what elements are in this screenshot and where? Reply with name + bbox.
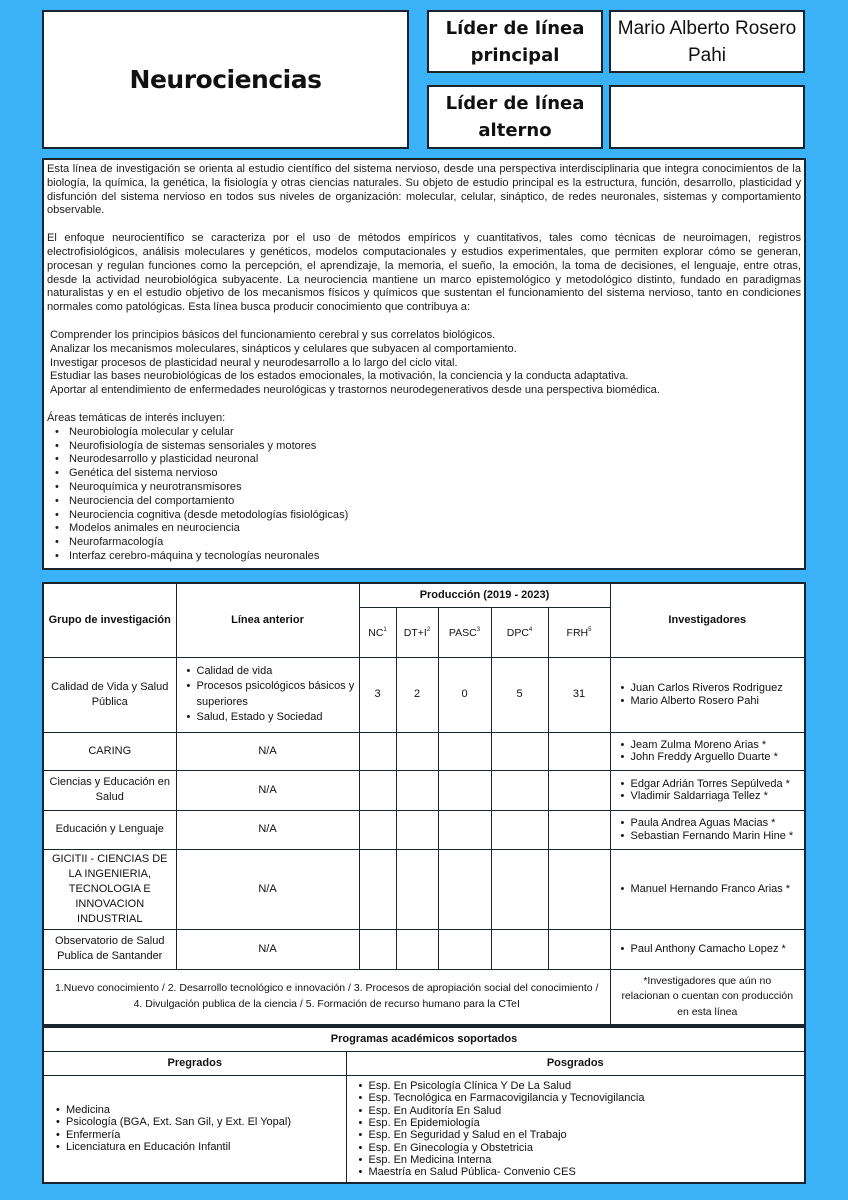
dti-value: 2 (396, 657, 438, 732)
group-name: CARING (43, 732, 176, 770)
description-paragraph-1: Esta línea de investigación se orienta al estudio científico del sistema nervioso, desde una perspectiva interdisciplinaria que integra conocimientos de la biología, la química, la genética, la fisiología y otras ciencias naturales. Su objeto de estudio principal es la estructura, función, desarrollo, plasticidad y disfunción del sistema nervioso en todos sus niveles de organización: molecular, celular, sináptico, de redes neuronales, sistemas y comportamiento observable. (47, 163, 801, 217)
header-nc (359, 607, 396, 657)
header-frh-sup: 5 (588, 627, 592, 633)
pasc-value (438, 929, 491, 969)
table-row (43, 810, 805, 849)
researchers-cell (610, 657, 805, 732)
area-item: • Neurobiología molecular y celular (55, 426, 801, 440)
dpc-value (491, 732, 548, 770)
header-nc-label: NC (368, 627, 384, 639)
dti-value (396, 770, 438, 810)
nc-value (359, 849, 396, 929)
previous-line-item: • Calidad de vida (187, 664, 356, 680)
group-name: Educación y Lenguaje (43, 810, 176, 849)
dti-value (396, 849, 438, 929)
nc-value (359, 810, 396, 849)
undergrad-item: • Enfermería (56, 1129, 346, 1141)
previous-line: N/A (176, 732, 359, 770)
lead-main-name-line-2: Pahi (687, 44, 727, 66)
postgrad-item: • Esp. En Medicina Interna (359, 1154, 805, 1166)
academic-programs-table (42, 1026, 806, 1184)
researchers-cell (610, 929, 805, 969)
lead-main-name-box (609, 10, 805, 73)
area-item: • Neurofisiología de sistemas sensoriales y motores (55, 440, 801, 454)
dti-value (396, 732, 438, 770)
nc-value: 3 (359, 657, 396, 732)
goal-item: Comprender los principios básicos del funcionamiento cerebral y sus correlatos biológicos. (50, 328, 496, 341)
footnote-row (43, 969, 805, 1025)
researcher-item: • Edgar Adrián Torres Sepúlveda * (621, 778, 802, 791)
group-name: GICITII - CIENCIAS DE LA INGENIERIA, TECNOLOGIA E INNOVACION INDUSTRIAL (43, 849, 176, 929)
goal-item: Estudiar las bases neurobiológicas de los estados emocionales, la motivación, la conciencia y la conducta adaptativa. (50, 370, 629, 383)
header-pasc (438, 607, 491, 657)
group-name: Observatorio de Salud Publica de Santander (43, 929, 176, 969)
pasc-value (438, 732, 491, 770)
undergrad-item: • Medicina (56, 1104, 346, 1116)
table-row (43, 770, 805, 810)
researcher-item: • Paul Anthony Camacho Lopez * (621, 943, 802, 956)
table-row (43, 732, 805, 770)
lead-main-name-line-1: Mario Alberto Rosero (617, 17, 797, 39)
area-item: • Neurociencia cognitiva (desde metodologías fisiológicas) (55, 509, 801, 523)
previous-line-item: • Procesos psicológicos básicos y superiores (187, 679, 356, 710)
table-row (43, 657, 805, 732)
researcher-item: • Jeam Zulma Moreno Arias * (621, 739, 802, 752)
researcher-item: • John Freddy Arguello Duarte * (621, 751, 802, 764)
lead-alt-label-line-2: alterno (478, 120, 552, 141)
postgrad-item: • Esp. Tecnológica en Farmacovigilancia y Tecnovigilancia (359, 1092, 805, 1104)
previous-lines (176, 657, 359, 732)
researcher-item: • Paula Andrea Aguas Macias * (621, 817, 802, 830)
areas-title: Áreas temáticas de interés incluyen: (47, 411, 226, 424)
area-item: • Interfaz cerebro-máquina y tecnologías neuronales (55, 550, 801, 564)
frh-value (548, 732, 610, 770)
header-dpc-label: DPC (506, 627, 529, 639)
research-groups-table (42, 582, 806, 1026)
previous-line: N/A (176, 770, 359, 810)
nc-value (359, 929, 396, 969)
researcher-item: • Sebastian Fernando Marin Hine * (621, 830, 802, 843)
group-name: Ciencias y Educación en Salud (43, 770, 176, 810)
frh-value (548, 849, 610, 929)
programs-title: Programas académicos soportados (43, 1027, 805, 1051)
area-item: • Neurodesarrollo y plasticidad neuronal (55, 453, 801, 467)
pasc-value (438, 849, 491, 929)
postgrad-item: • Esp. En Auditoría En Salud (359, 1105, 805, 1117)
dpc-value: 5 (491, 657, 548, 732)
lead-main-label-line-2: principal (470, 44, 560, 66)
researcher-item: • Vladimir Saldarriaga Tellez * (621, 790, 802, 803)
researcher-item: • Juan Carlos Riveros Rodriguez (621, 682, 802, 695)
previous-line-item: • Salud, Estado y Sociedad (187, 710, 356, 726)
header-researchers: Investigadores (610, 583, 805, 657)
lead-main-label (446, 15, 585, 69)
header-group: Grupo de investigación (43, 583, 176, 657)
postgrad-cell (346, 1075, 805, 1183)
postgrad-header: Posgrados (346, 1051, 805, 1075)
dti-value (396, 810, 438, 849)
lead-alt-label (446, 90, 585, 144)
header-dti-sup: 2 (426, 627, 431, 633)
dpc-value (491, 810, 548, 849)
pasc-value: 0 (438, 657, 491, 732)
researchers-cell (610, 732, 805, 770)
area-item: • Neuroquímica y neurotransmisores (55, 481, 801, 495)
lead-main-name (612, 15, 802, 69)
goal-item: Analizar los mecanismos moleculares, sinápticos y celulares que subyacen al comportamiento. (50, 342, 517, 355)
table-row (43, 929, 805, 969)
dpc-value (491, 929, 548, 969)
lead-alt-name-box (609, 85, 805, 149)
header-dti (396, 607, 438, 657)
frh-value: 31 (548, 657, 610, 732)
header-frh-label: FRH (566, 627, 589, 639)
lead-alt-label-line-1: Líder de línea (445, 93, 585, 114)
previous-line: N/A (176, 929, 359, 969)
header-dpc (491, 607, 548, 657)
description-box (42, 158, 806, 570)
researchers-note: *Investigadores que aún no relacionan o cuentan con producción en esta línea (610, 969, 805, 1025)
group-name: Calidad de Vida y Salud Pública (43, 657, 176, 732)
researcher-item: • Manuel Hernando Franco Arias * (621, 883, 802, 896)
header-nc-sup: 1 (383, 627, 387, 633)
description-paragraph-2: El enfoque neurocientífico se caracteriza por el uso de métodos empíricos y cuantitativos, tales como técnicas de neuroimagen, registros electrofisiológicos, análisis moleculares y genéticos, modelos computacionales y estudios experimentales, que permiten explorar cómo se generan, procesan y regulan funciones como la percepción, el aprendizaje, la memoria, el sueño, la emoción, la toma de decisiones, el lenguaje, entre otras, desde la actividad neurobiológica subyacente. La neurociencia mantiene un marco epistemológico y metodológico distinto, fundado en paradigmas naturalistas y en el estudio objetivo de los mecanismos físicos y químicos que sustentan el funcionamiento del sistema nervioso, tanto en condiciones normales como patológicas. Esta línea busca producir conocimiento que contribuya a: (47, 232, 801, 314)
area-item: • Modelos animales en neurociencia (55, 522, 801, 536)
researchers-cell (610, 810, 805, 849)
production-footnote: 1.Nuevo conocimiento / 2. Desarrollo tecnológico e innovación / 3. Procesos de apropiación social del conocimiento / 4. Divulgación publica de la ciencia / 5. Formación de recurso humano para la CTeI (43, 969, 610, 1025)
undergrad-cell (43, 1075, 346, 1183)
header-dti-label: DT+I (403, 627, 427, 639)
header-frh (548, 607, 610, 657)
areas-list (47, 426, 801, 564)
postgrad-item: • Esp. En Psicología Clínica Y De La Salud (359, 1080, 805, 1092)
goal-item: Investigar procesos de plasticidad neural y neurodesarrollo a lo largo del ciclo vital. (50, 356, 458, 369)
header-pasc-label: PASC (448, 627, 477, 639)
postgrad-item: • Esp. En Seguridad y Salud en el Trabajo (359, 1129, 805, 1141)
area-item: • Neurofarmacología (55, 536, 801, 550)
previous-line: N/A (176, 849, 359, 929)
postgrad-item: • Esp. En Ginecología y Obstetricia (359, 1142, 805, 1154)
dti-value (396, 929, 438, 969)
area-item: • Neurociencia del comportamiento (55, 495, 801, 509)
goal-item: Aportar al entendimiento de enfermedades neurológicas y trastornos neurodegenerativos desde una perspectiva biomédica. (50, 384, 660, 397)
researchers-cell (610, 770, 805, 810)
postgrad-item: • Maestría en Salud Pública- Convenio CES (359, 1166, 805, 1178)
area-item: • Genética del sistema nervioso (55, 467, 801, 481)
frh-value (548, 770, 610, 810)
header-dpc-sup: 4 (528, 627, 533, 633)
frh-value (548, 929, 610, 969)
pasc-value (438, 770, 491, 810)
line-title: Neurociencias (129, 65, 322, 94)
goals-list (47, 329, 801, 398)
frh-value (548, 810, 610, 849)
header-production: Producción (2019 - 2023) (359, 583, 610, 607)
dpc-value (491, 849, 548, 929)
header-previous-line: Línea anterior (176, 583, 359, 657)
dpc-value (491, 770, 548, 810)
researchers-cell (610, 849, 805, 929)
nc-value (359, 732, 396, 770)
postgrad-item: • Esp. En Epidemiología (359, 1117, 805, 1129)
lead-main-label-line-1: Líder de línea (445, 17, 585, 39)
lead-main-label-box (427, 10, 603, 73)
lead-alt-label-box (427, 85, 603, 149)
line-title-box (42, 10, 409, 149)
nc-value (359, 770, 396, 810)
table-row (43, 849, 805, 929)
header-pasc-sup: 3 (476, 627, 481, 633)
undergrad-item: • Psicología (BGA, Ext. San Gil, y Ext. El Yopal) (56, 1116, 346, 1128)
undergrad-item: • Licenciatura en Educación Infantil (56, 1141, 346, 1153)
researcher-item: • Mario Alberto Rosero Pahi (621, 695, 802, 708)
undergrad-header: Pregrados (43, 1051, 346, 1075)
previous-line: N/A (176, 810, 359, 849)
pasc-value (438, 810, 491, 849)
